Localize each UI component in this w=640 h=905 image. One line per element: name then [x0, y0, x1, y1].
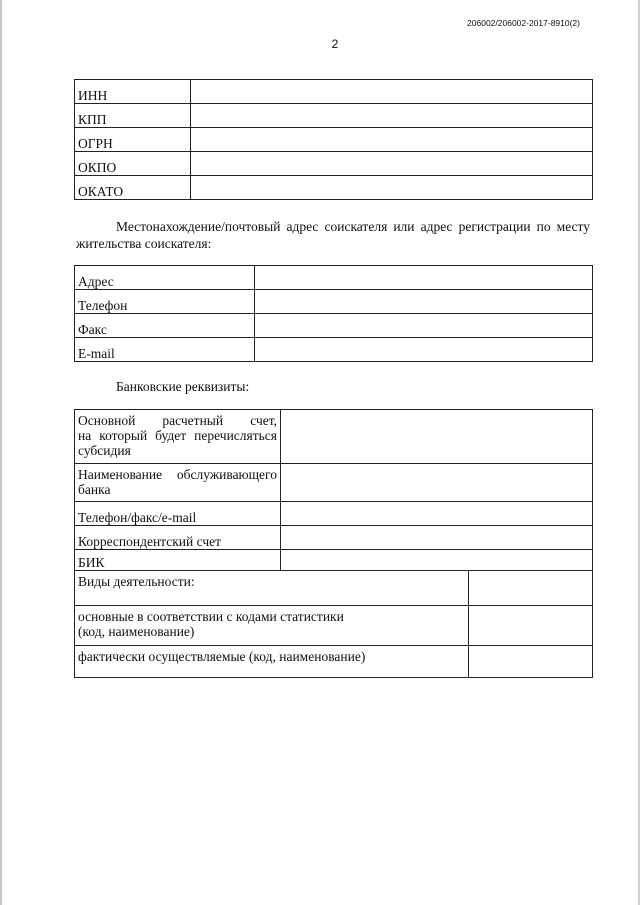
fax-value-field[interactable] — [255, 314, 593, 338]
table-row — [75, 526, 593, 550]
activities-header-value-field[interactable] — [469, 571, 593, 606]
address-value-field[interactable] — [255, 266, 593, 290]
account-label-line1: Основной расчетный счет, — [78, 413, 277, 428]
okato-value-field[interactable] — [191, 176, 593, 200]
bik-label: БИК — [75, 550, 281, 571]
actual-activities-value-field[interactable] — [469, 646, 593, 678]
table-row — [75, 152, 593, 176]
main-activities-line2: (код, наименование) — [78, 624, 195, 639]
bank-name-label-line2: банка — [78, 482, 111, 497]
kpp-label: КПП — [75, 104, 191, 128]
table-row — [75, 128, 593, 152]
identifiers-table — [74, 79, 593, 200]
bank-contacts-value-field[interactable] — [281, 502, 593, 526]
inn-label: ИНН — [75, 80, 191, 104]
kpp-value-field[interactable] — [191, 104, 593, 128]
fax-label: Факс — [75, 314, 255, 338]
table-row — [75, 571, 593, 606]
ogrn-value-field[interactable] — [191, 128, 593, 152]
address-paragraph: Местонахождение/почтовый адрес соискателя или адрес регистрации по месту жительства соискателя: — [76, 219, 590, 251]
actual-activities-label: фактически осуществляемые (код, наименование) — [75, 646, 469, 678]
bank-name-label — [75, 464, 281, 502]
bik-value-field[interactable] — [281, 550, 593, 571]
corr-account-value-field[interactable] — [281, 526, 593, 550]
table-row — [75, 290, 593, 314]
ogrn-label: ОГРН — [75, 128, 191, 152]
main-activities-label — [75, 606, 469, 646]
table-row — [75, 410, 593, 464]
activities-header: Виды деятельности: — [75, 571, 469, 606]
table-row — [75, 338, 593, 362]
table-row — [75, 176, 593, 200]
email-value-field[interactable] — [255, 338, 593, 362]
address-label: Адрес — [75, 266, 255, 290]
table-row — [75, 80, 593, 104]
page-number: 2 — [331, 37, 339, 51]
inn-value-field[interactable] — [191, 80, 593, 104]
bank-contacts-label: Телефон/факс/e-mail — [75, 502, 281, 526]
account-label-line2: на который будет перечисляться — [78, 428, 277, 443]
table-row — [75, 314, 593, 338]
table-row — [75, 464, 593, 502]
page-edge-left — [0, 0, 2, 905]
okato-label: ОКАТО — [75, 176, 191, 200]
account-label-line3: субсидия — [78, 443, 131, 458]
main-activities-value-field[interactable] — [469, 606, 593, 646]
okpo-label: ОКПО — [75, 152, 191, 176]
email-label: E-mail — [75, 338, 255, 362]
main-activities-line1: основные в соответствии с кодами статистики — [78, 609, 344, 624]
phone-label: Телефон — [75, 290, 255, 314]
table-row — [75, 502, 593, 526]
corr-account-label: Корреспондентский счет — [75, 526, 281, 550]
bank-details-heading: Банковские реквизиты: — [116, 379, 250, 394]
account-value-field[interactable] — [281, 410, 593, 464]
table-row — [75, 606, 593, 646]
okpo-value-field[interactable] — [191, 152, 593, 176]
table-row — [75, 646, 593, 678]
bank-details-table — [74, 409, 593, 678]
account-label — [75, 410, 281, 464]
table-row — [75, 550, 593, 571]
contacts-table — [74, 265, 593, 362]
phone-value-field[interactable] — [255, 290, 593, 314]
table-row — [75, 266, 593, 290]
bank-name-label-line1: Наименование обслуживающего — [78, 467, 277, 482]
table-row — [75, 104, 593, 128]
document-id: 206002/206002-2017-8910(2) — [467, 18, 580, 28]
bank-name-value-field[interactable] — [281, 464, 593, 502]
